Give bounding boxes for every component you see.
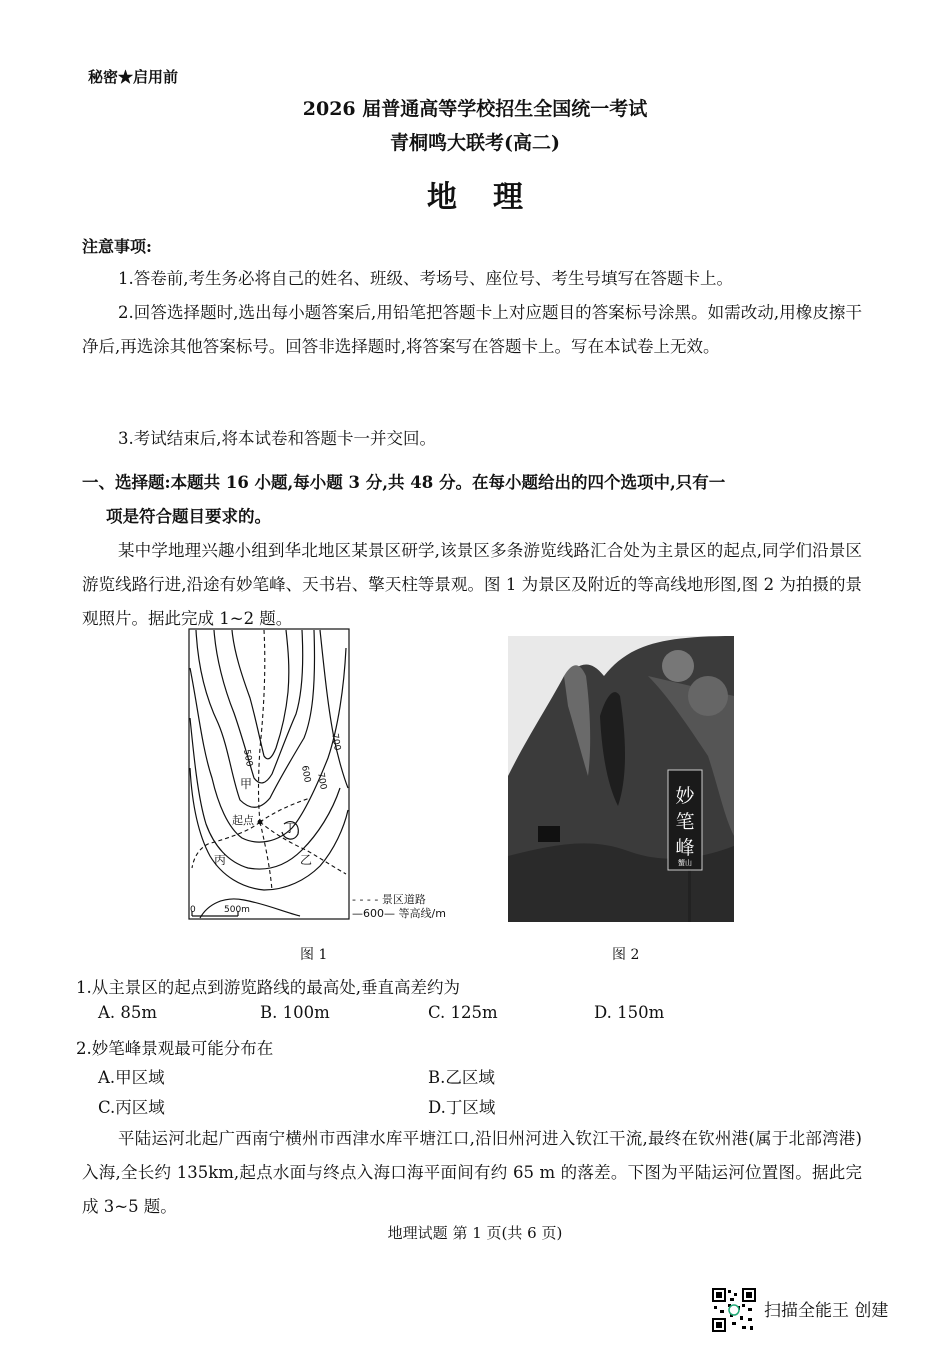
qr-code-icon bbox=[712, 1288, 756, 1332]
sign-char-3: 峰 bbox=[675, 837, 695, 859]
area-label-yi: 乙 bbox=[300, 853, 313, 867]
landscape-photo bbox=[508, 636, 734, 922]
subject-title: 地理 bbox=[427, 180, 559, 215]
secret-label: 秘密★启用前 bbox=[88, 68, 179, 86]
contour-map bbox=[188, 628, 350, 920]
sign-char-1: 妙 bbox=[675, 785, 695, 807]
passage-2: 平陆运河北起广西南宁横州市西津水库平塘江口,沿旧州河进入钦江干流,最终在钦州港(属于北部湾港)入海,全长约 135km,起点水面与终点入海口海平面间有约 65 m 的落差。下图为平陆运河位置图。据此完成 3~5 题。 bbox=[82, 1129, 862, 1216]
sign-char-2: 笔 bbox=[675, 811, 695, 833]
exam-title: 2026 届普通高等学校招生全国统一考试 bbox=[302, 98, 648, 120]
q1-option-d: D. 150m bbox=[594, 1003, 665, 1022]
question-2 bbox=[76, 1033, 273, 1064]
question-1-stem: 1.从主景区的起点到游览路线的最高处,垂直高差约为 bbox=[76, 978, 460, 997]
sign-small-text: 蟹山 bbox=[678, 859, 692, 867]
start-point-label: 起点 bbox=[232, 814, 254, 827]
q2-option-b: B.乙区域 bbox=[428, 1068, 495, 1087]
contour-label-700b: 700 bbox=[315, 771, 328, 791]
question-2-stem: 2.妙笔峰景观最可能分布在 bbox=[76, 1039, 274, 1058]
q2-option-d: D.丁区域 bbox=[428, 1098, 496, 1117]
contour-label-600: 600 bbox=[299, 764, 312, 784]
notice-heading: 注意事项: bbox=[82, 237, 152, 256]
section-heading bbox=[82, 466, 862, 534]
scale-zero: 0 bbox=[190, 905, 196, 915]
page-footer: 地理试题 第 1 页(共 6 页) bbox=[387, 1224, 563, 1242]
q2-option-a: A.甲区域 bbox=[98, 1068, 165, 1087]
q1-option-c: C. 125m bbox=[428, 1003, 498, 1022]
q2-option-c: C.丙区域 bbox=[98, 1098, 165, 1117]
section-intro: 某中学地理兴趣小组到华北地区某景区研学,该景区多条游览线路汇合处为主景区的起点,同学们沿景区游览线路行进,沿途有妙笔峰、天书岩、擎天柱等景观。图 1 为景区及附近的等高线地形图,图 2 为拍摄的景观照片。据此完成 1~2 题。 bbox=[82, 541, 862, 628]
figure2-caption: 图 2 bbox=[612, 947, 640, 963]
q1-option-b: B. 100m bbox=[260, 1003, 330, 1022]
legend-contour: —600— 等高线/m bbox=[352, 907, 446, 920]
notice-item-3: 3.考试结束后,将本试卷和答题卡一并交回。 bbox=[118, 429, 436, 448]
q1-option-a: A. 85m bbox=[98, 1003, 158, 1022]
area-label-bing: 丙 bbox=[214, 853, 227, 867]
contour-label-700a: 700 bbox=[329, 732, 342, 752]
area-label-jia: 甲 bbox=[240, 777, 253, 791]
scanner-watermark: 扫描全能王 创建 bbox=[764, 1301, 889, 1321]
section-heading-line1: 一、选择题:本题共 16 小题,每小题 3 分,共 48 分。在每小题给出的四个选项中,只有一 bbox=[82, 473, 726, 492]
map-legend bbox=[352, 893, 446, 921]
legend-road: - - - - 景区道路 bbox=[352, 893, 426, 906]
figure1-caption: 图 1 bbox=[300, 947, 328, 963]
notice-item-2: 2.回答选择题时,选出每小题答案后,用铅笔把答题卡上对应题目的答案标号涂黑。如需改动,用橡皮擦干净后,再选涂其他答案标号。回答非选择题时,将答案写在答题卡上。写在本试卷上无效。 bbox=[82, 303, 862, 356]
exam-subtitle: 青桐鸣大联考(高二) bbox=[390, 132, 560, 154]
question-1 bbox=[76, 972, 460, 1003]
contour-label-500: 500 bbox=[241, 748, 254, 768]
scale-value: 500m bbox=[224, 905, 250, 915]
area-label-ding: 丁 bbox=[284, 821, 297, 835]
notice-item-1: 1.答卷前,考生务必将自己的姓名、班级、考场号、座位号、考生号填写在答题卡上。 bbox=[118, 269, 733, 288]
section-heading-line2: 项是符合题目要求的。 bbox=[106, 507, 271, 526]
